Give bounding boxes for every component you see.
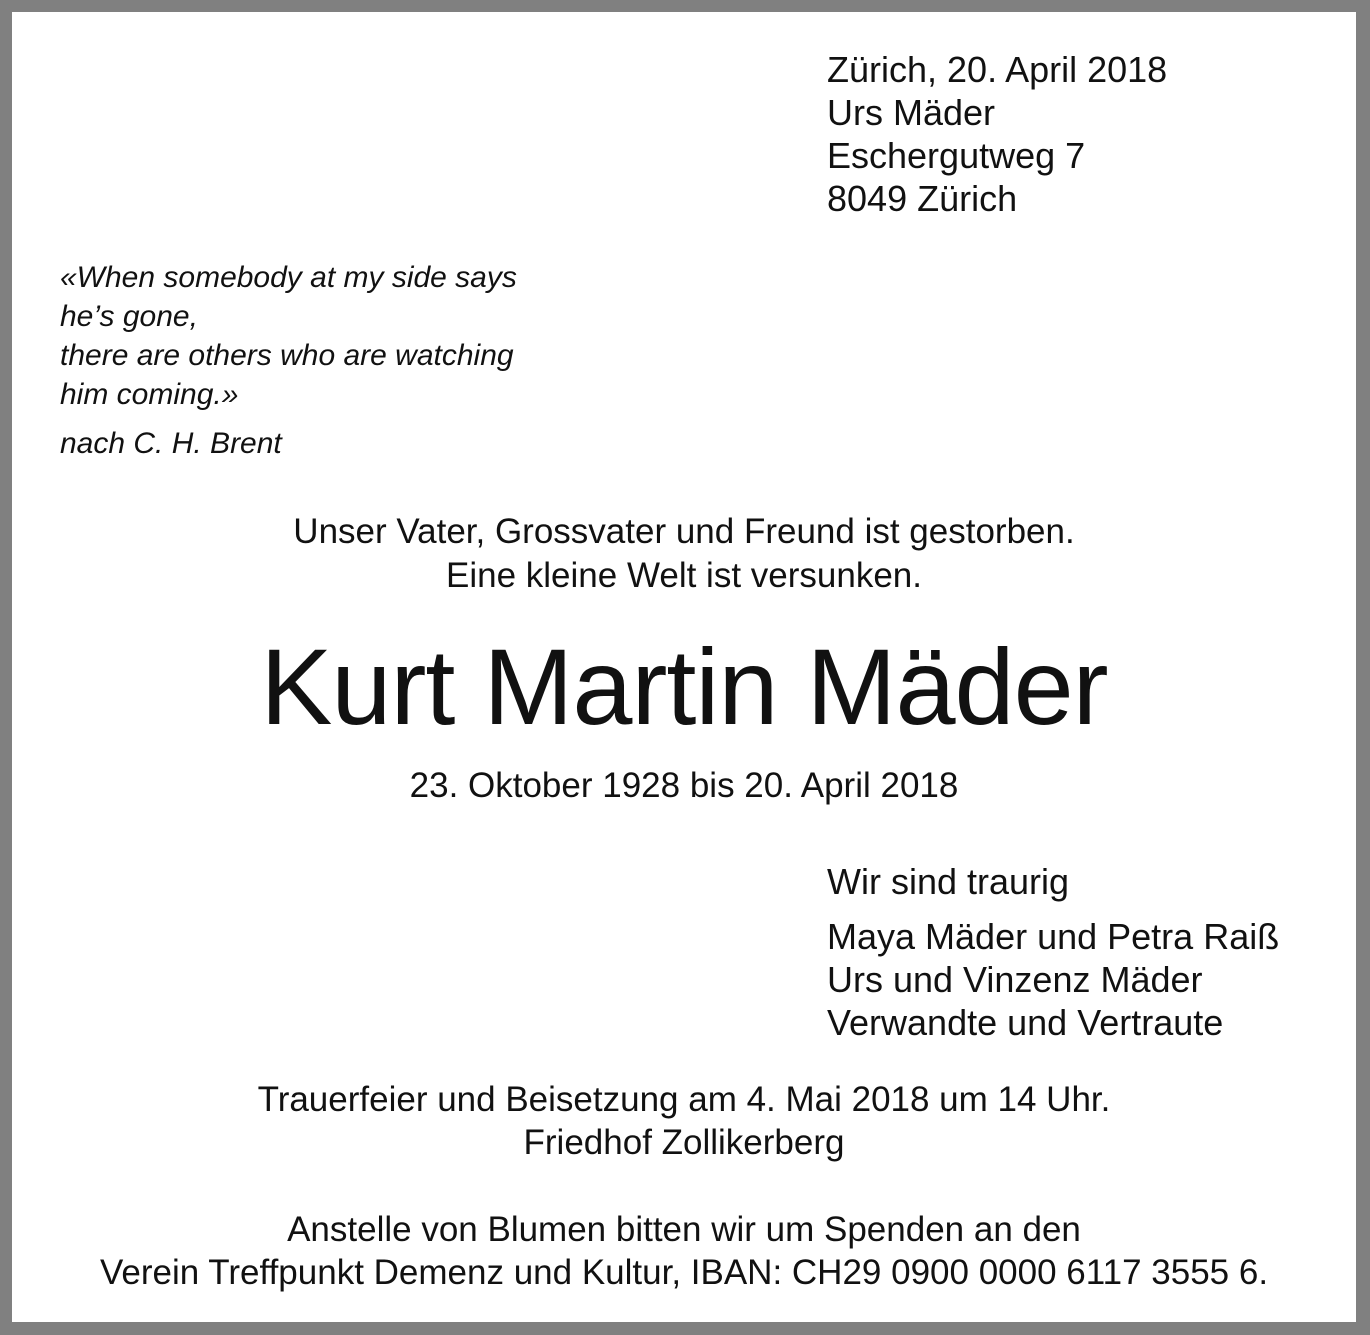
mourner-name: Maya Mäder und Petra Raiß: [827, 916, 1280, 957]
sender-city: 8049 Zürich: [827, 178, 1018, 219]
quote-line: there are others who are watching: [60, 339, 514, 372]
quote-author: nach C. H. Brent: [60, 427, 282, 460]
sender-street: Eschergutweg 7: [827, 135, 1086, 176]
mourner-name: Verwandte und Vertraute: [827, 1002, 1224, 1043]
quote-line: «When somebody at my side says: [60, 261, 517, 294]
ceremony-info: [12, 1078, 1356, 1164]
mourner-name: Urs und Vinzenz Mäder: [827, 959, 1203, 1000]
donation-line-2: Verein Treffpunkt Demenz und Kultur, IBAN: CH29 0900 0000 6117 3555 6.: [99, 1253, 1269, 1292]
sender-address: [827, 48, 1167, 220]
obituary-notice: [12, 12, 1356, 1322]
donation-line-1: Anstelle von Blumen bitten wir um Spenden an den: [287, 1210, 1081, 1249]
donation-info: [12, 1208, 1356, 1294]
epigraph-quote: [60, 258, 517, 463]
mourners-block: [827, 860, 1279, 1044]
sender-name: Urs Mäder: [827, 92, 996, 133]
life-dates: 23. Oktober 1928 bis 20. April 2018: [409, 766, 959, 805]
deceased-name: Kurt Martin Mäder: [260, 626, 1108, 747]
place-date: Zürich, 20. April 2018: [827, 49, 1168, 90]
intro-line-2: Eine kleine Welt ist versunken.: [446, 556, 922, 595]
mourners-heading: Wir sind traurig: [827, 861, 1070, 902]
ceremony-location: Friedhof Zollikerberg: [523, 1123, 845, 1162]
intro-line-1: Unser Vater, Grossvater und Freund ist gestorben.: [293, 512, 1075, 551]
quote-line: him coming.»: [60, 378, 239, 411]
intro-text: [12, 510, 1356, 598]
ceremony-line-1: Trauerfeier und Beisetzung am 4. Mai 2018 um 14 Uhr.: [257, 1080, 1111, 1119]
quote-line: he’s gone,: [60, 300, 198, 333]
